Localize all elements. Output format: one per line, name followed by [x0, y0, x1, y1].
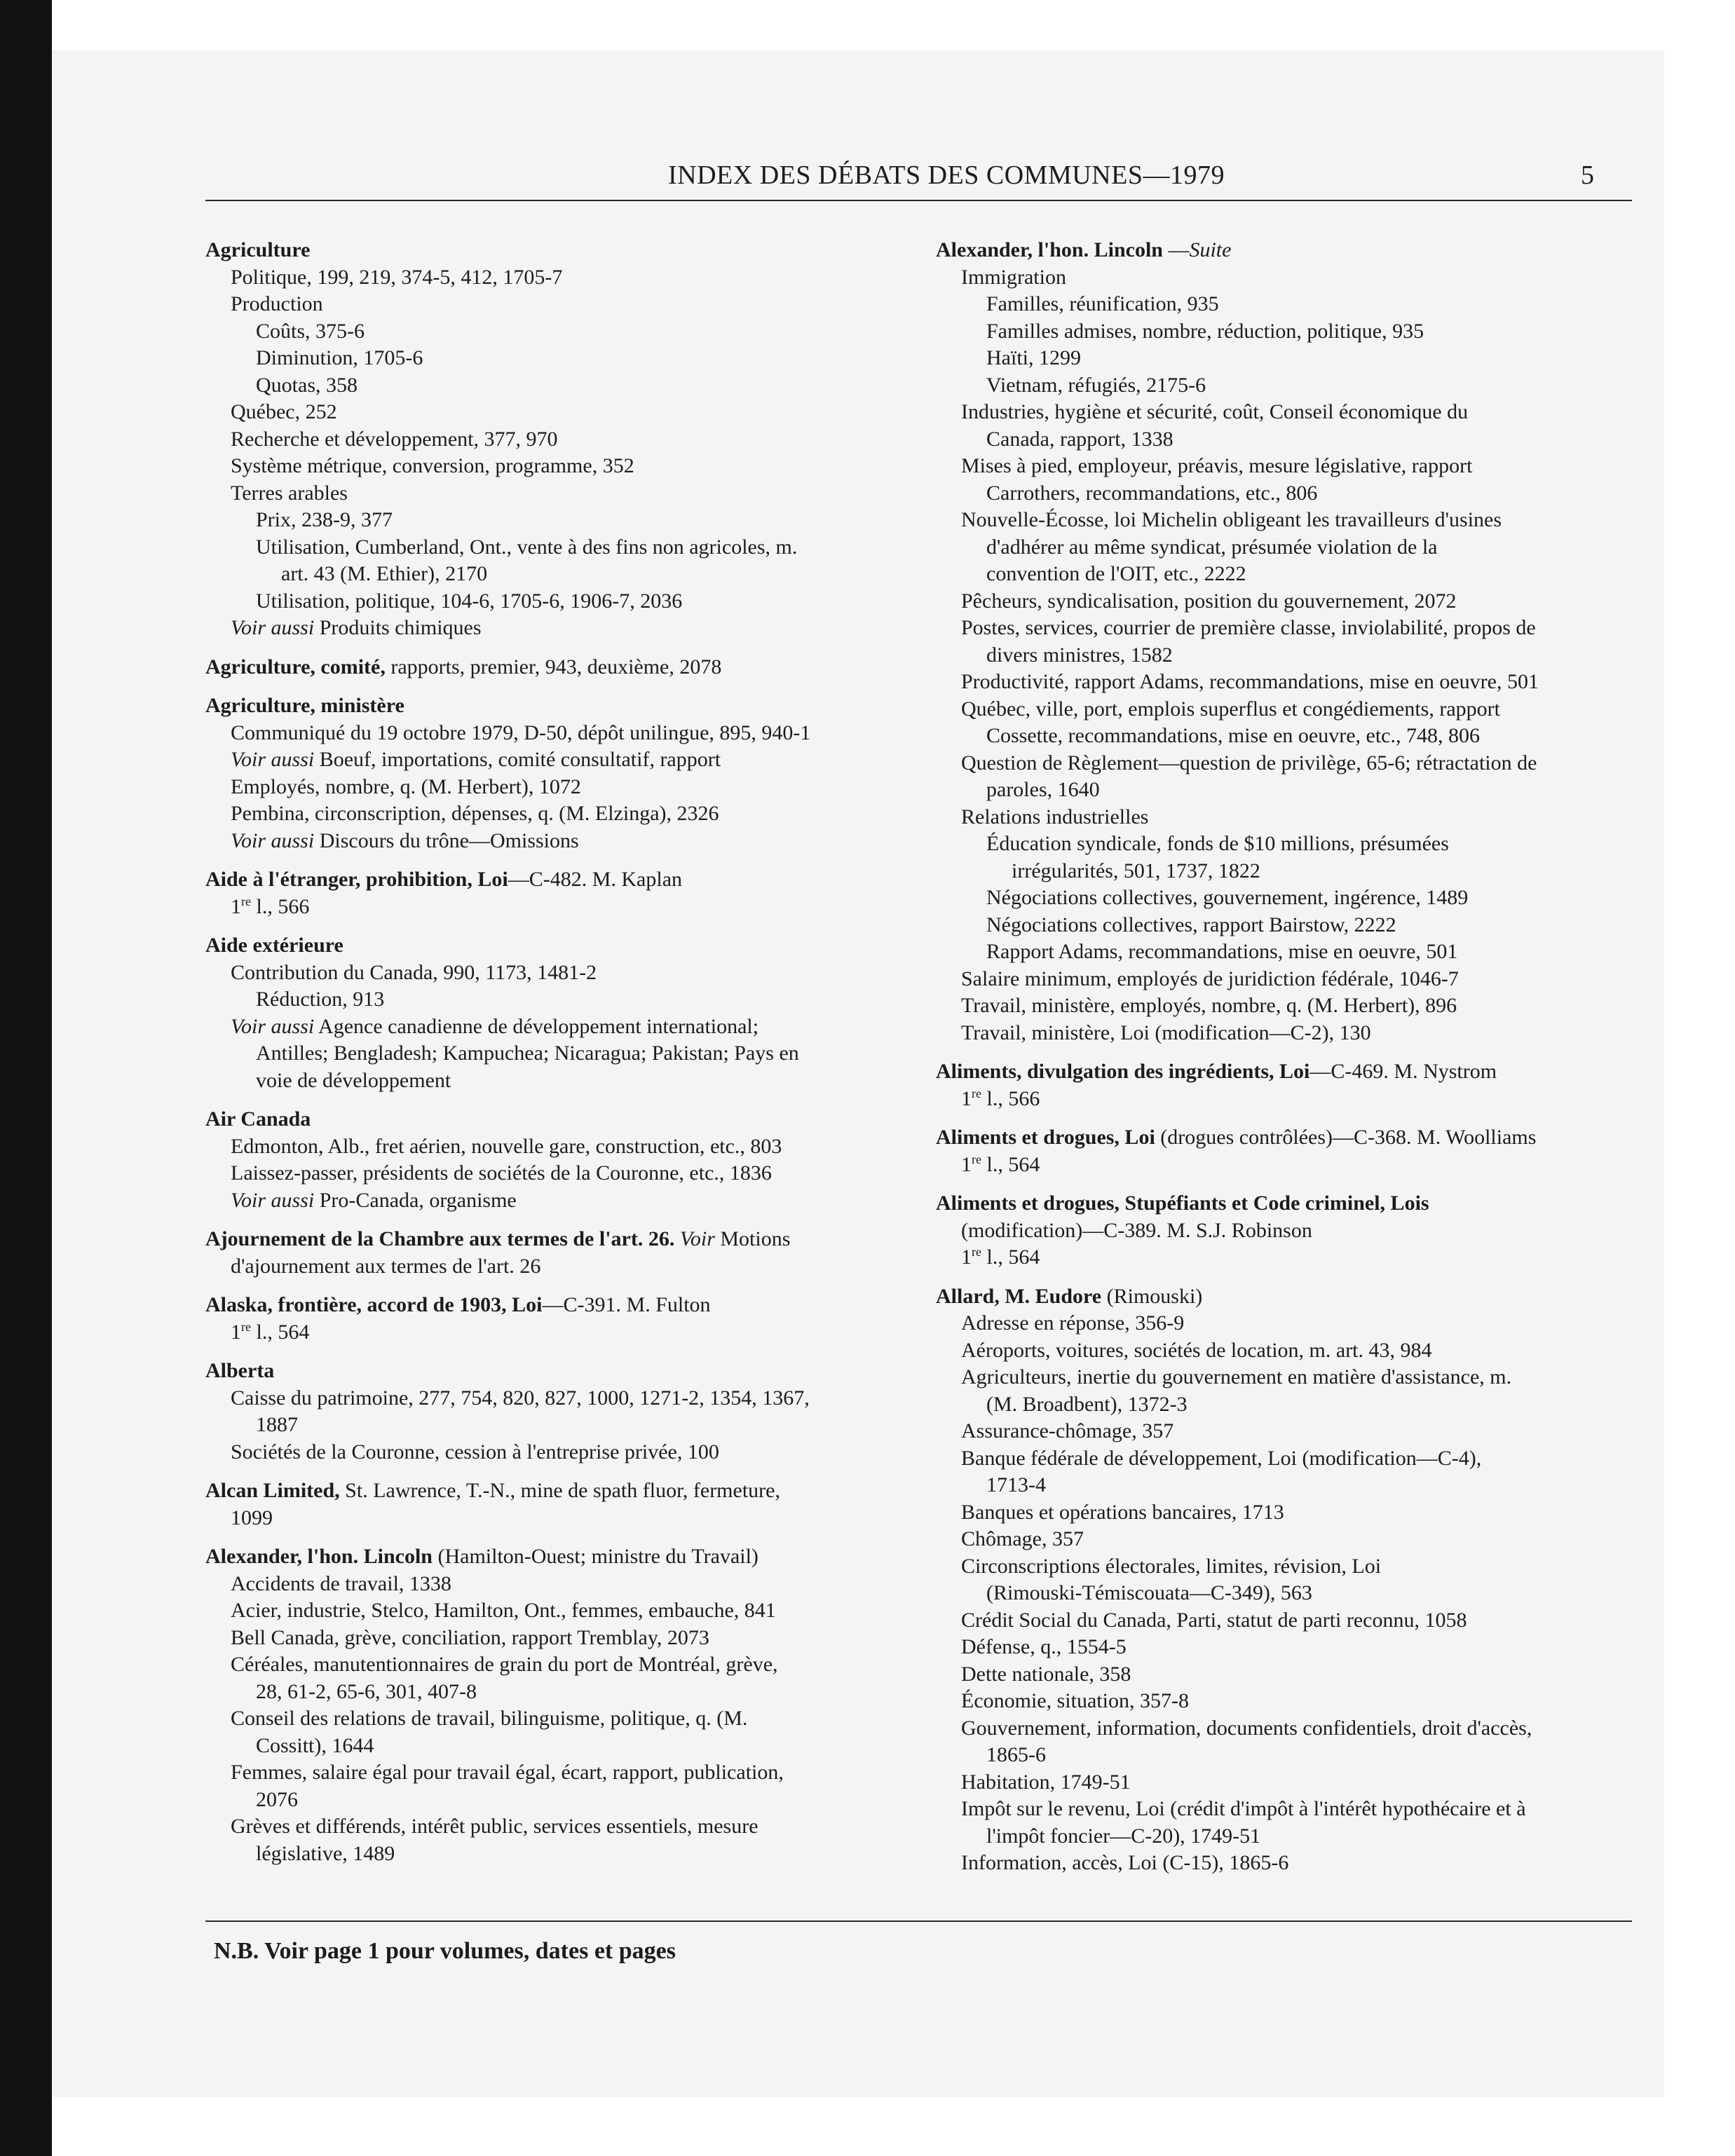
entry-text: Relations industrielles — [961, 805, 1149, 828]
entry-term: Agriculture — [205, 238, 311, 261]
entry-term: Alaska, frontière, accord de 1903, Loi — [205, 1293, 543, 1316]
entry-text: Industries, hygiène et sécurité, coût, Conseil économique du — [961, 400, 1469, 423]
entry-text: Acier, industrie, Stelco, Hamilton, Ont., femmes, embauche, 841 — [231, 1599, 776, 1622]
entry-text: Grèves et différends, intérêt public, services essentiels, mesure — [231, 1815, 758, 1838]
entry-subline — [936, 831, 1637, 858]
entry-subline — [205, 372, 913, 400]
entry-subline — [205, 1787, 913, 1814]
index-entry — [936, 237, 1637, 1046]
entry-term: Agriculture, ministère — [205, 694, 404, 717]
entry-heading-line — [205, 1478, 913, 1505]
entry-text: Antilles; Bengladesh; Kampuchea; Nicaragua; Pakistan; Pays en — [256, 1042, 799, 1065]
entry-text: 1 — [961, 1152, 972, 1176]
entry-text: Nouvelle-Écosse, loi Michelin obligeant les travailleurs d'usines — [961, 508, 1502, 531]
entry-subline — [205, 746, 913, 774]
entry-subline — [205, 1040, 913, 1067]
entry-text: rapports, premier, 943, deuxième, 2078 — [385, 655, 722, 678]
entry-subline — [936, 642, 1637, 669]
entry-text: Système métrique, conversion, programme, 352 — [231, 454, 634, 477]
entry-text: irrégularités, 501, 1737, 1822 — [1012, 859, 1260, 882]
cross-reference: Voir — [679, 1227, 715, 1250]
entry-text: Réduction, 913 — [256, 988, 385, 1011]
entry-term: Ajournement de la Chambre aux termes de l'art. 26. — [205, 1227, 675, 1250]
entry-text: Question de Règlement—question de privilège, 65-6; rétractation de — [961, 751, 1537, 775]
entry-text: Coûts, 375-6 — [256, 319, 365, 343]
entry-term: Aide extérieure — [205, 934, 343, 957]
entry-subline — [936, 426, 1637, 453]
entry-subline — [936, 1607, 1637, 1635]
entry-subline — [936, 1688, 1637, 1715]
entry-text: art. 43 (M. Ethier), 2170 — [281, 562, 488, 585]
entry-subline — [205, 615, 913, 642]
entry-heading-line — [205, 1543, 913, 1571]
entry-subline — [936, 1418, 1637, 1445]
entry-subline — [205, 1733, 913, 1760]
entry-heading-line — [936, 1124, 1637, 1152]
entry-text: 1 — [231, 1320, 241, 1344]
entry-text: (Rimouski-Témiscouata—C-349), 563 — [986, 1581, 1312, 1604]
entry-text: Quotas, 358 — [256, 373, 358, 397]
entry-text: 28, 61-2, 65-6, 301, 407-8 — [256, 1679, 477, 1703]
entry-term: Agriculture, comité, — [205, 655, 386, 678]
entry-term: Aide à l'étranger, prohibition, Loi — [205, 868, 508, 891]
entry-subline — [205, 318, 913, 346]
entry-text: (modification)—C-389. M. S.J. Robinson — [961, 1218, 1312, 1242]
entry-subline — [205, 1160, 913, 1187]
entry-subline — [936, 1796, 1637, 1823]
entry-subline — [205, 480, 913, 507]
entry-text: Discours du trône—Omissions — [314, 828, 579, 852]
entry-text: Pêcheurs, syndicalisation, position du gouvernement, 2072 — [961, 589, 1457, 613]
index-entry — [205, 1106, 913, 1214]
entry-text: Productivité, rapport Adams, recommandations, mise en oeuvre, 501 — [961, 670, 1539, 693]
entry-text: (drogues contrôlées)—C-368. M. Woolliams — [1155, 1126, 1537, 1149]
index-entry — [205, 692, 913, 854]
entry-text: 2076 — [256, 1787, 298, 1811]
entry-text: Cossette, recommandations, mise en oeuvre, etc., 748, 806 — [986, 724, 1480, 747]
entry-term: Alberta — [205, 1359, 275, 1382]
entry-text: Familles, réunification, 935 — [986, 292, 1219, 315]
entry-text: Impôt sur le revenu, Loi (crédit d'impôt à l'intérêt hypothécaire et à — [961, 1797, 1526, 1820]
page-number: 5 — [1581, 161, 1594, 190]
entry-term: Aliments et drogues, Loi — [936, 1126, 1155, 1149]
entry-subline — [205, 828, 913, 855]
entry-text: — — [1162, 238, 1190, 261]
entry-subline — [936, 345, 1637, 372]
entry-term: Air Canada — [205, 1107, 311, 1131]
footer-note: N.B. Voir page 1 pour volumes, dates et pages — [214, 1938, 676, 1964]
entry-text: Postes, services, courrier de première classe, inviolabilité, propos de — [961, 616, 1536, 639]
entry-text: Banque fédérale de développement, Loi (modification—C-4), — [961, 1446, 1482, 1470]
cross-reference: Voir aussi — [231, 748, 315, 771]
entry-subline — [205, 894, 913, 921]
entry-text: Boeuf, importations, comité consultatif, rapport — [314, 748, 721, 771]
entry-subline — [205, 345, 913, 372]
entry-subline — [936, 1391, 1637, 1419]
entry-subline — [205, 399, 913, 426]
entry-term: Aliments et drogues, Stupéfiants et Code criminel, Lois — [936, 1192, 1429, 1215]
index-entry — [205, 1292, 913, 1346]
entry-text: Négociations collectives, rapport Bairstow, 2222 — [986, 913, 1396, 936]
entry-subline — [205, 1067, 913, 1095]
entry-heading-line — [936, 1058, 1637, 1086]
entry-subline — [205, 774, 913, 801]
entry-text: Pro-Canada, organisme — [314, 1188, 517, 1212]
entry-text: l'impôt foncier—C-20), 1749-51 — [986, 1824, 1261, 1848]
entry-subline — [936, 669, 1637, 696]
entry-subline — [205, 986, 913, 1014]
entry-text: Diminution, 1705-6 — [256, 346, 423, 369]
entry-subline — [205, 1187, 913, 1215]
entry-heading-line — [205, 1106, 913, 1133]
entry-text: Employés, nombre, q. (M. Herbert), 1072 — [231, 775, 581, 798]
entry-subline — [936, 1715, 1637, 1742]
entry-text: re — [972, 1086, 981, 1100]
entry-subline — [205, 561, 913, 588]
index-entry — [936, 1058, 1637, 1112]
index-entry — [205, 1543, 913, 1867]
entry-subline — [936, 291, 1637, 318]
entry-subline — [936, 1020, 1637, 1047]
entry-subline — [936, 1661, 1637, 1688]
entry-subline — [205, 1841, 913, 1868]
entry-text: paroles, 1640 — [986, 778, 1100, 801]
entry-text: Politique, 199, 219, 374-5, 412, 1705-7 — [231, 265, 563, 289]
entry-text: Contribution du Canada, 990, 1173, 1481-2 — [231, 960, 597, 984]
entry-subline — [936, 453, 1637, 480]
entry-text: Edmonton, Alb., fret aérien, nouvelle gare, construction, etc., 803 — [231, 1134, 782, 1158]
entry-text: Rapport Adams, recommandations, mise en oeuvre, 501 — [986, 940, 1458, 963]
entry-subline — [936, 1823, 1637, 1850]
entry-text: Aéroports, voitures, sociétés de location, m. art. 43, 984 — [961, 1338, 1432, 1362]
entry-text: Immigration — [961, 265, 1066, 289]
entry-subline — [936, 1086, 1637, 1113]
left-column — [205, 237, 913, 1879]
entry-text: Cossitt), 1644 — [256, 1733, 374, 1757]
entry-subline — [205, 800, 913, 828]
entry-text: Terres arables — [231, 481, 348, 505]
entry-subline — [936, 912, 1637, 939]
entry-subline — [936, 696, 1637, 723]
entry-text: Production — [231, 292, 323, 315]
entry-text: d'ajournement aux termes de l'art. 26 — [231, 1254, 541, 1278]
entry-subline — [205, 1597, 913, 1625]
entry-text: 1 — [961, 1246, 972, 1269]
cross-reference: Voir aussi — [231, 1188, 315, 1212]
entry-subline — [936, 1217, 1637, 1245]
entry-text: Salaire minimum, employés de juridiction fédérale, 1046-7 — [961, 967, 1459, 990]
entry-term: Allard, M. Eudore — [936, 1284, 1102, 1308]
index-entry — [205, 866, 913, 920]
entry-text: Dette nationale, 358 — [961, 1662, 1131, 1686]
entry-text: Assurance-chômage, 357 — [961, 1419, 1174, 1442]
entry-subline — [936, 318, 1637, 346]
entry-subline — [936, 858, 1637, 885]
entry-subline — [936, 723, 1637, 750]
entry-subline — [205, 1133, 913, 1161]
entry-subline — [936, 885, 1637, 912]
entry-text: 1865-6 — [986, 1743, 1046, 1766]
entry-text: Crédit Social du Canada, Parti, statut de parti reconnu, 1058 — [961, 1608, 1467, 1632]
entry-heading-line — [205, 1292, 913, 1319]
entry-text: Habitation, 1749-51 — [961, 1770, 1131, 1794]
entry-text: Motions — [714, 1227, 791, 1250]
entry-subline — [936, 1472, 1637, 1499]
entry-subline — [936, 804, 1637, 831]
entry-subline — [936, 588, 1637, 615]
entry-subline — [205, 534, 913, 561]
entry-text: Éducation syndicale, fonds de $10 millions, présumées — [986, 832, 1449, 855]
index-entry — [205, 1226, 913, 1280]
entry-subline — [205, 426, 913, 453]
entry-text: re — [972, 1245, 981, 1259]
entry-subline — [936, 992, 1637, 1020]
entry-text: —C-391. M. Fulton — [542, 1293, 711, 1316]
entry-text: Chômage, 357 — [961, 1527, 1084, 1550]
cross-reference: Voir aussi — [231, 1014, 315, 1038]
entry-text: Pembina, circonscription, dépenses, q. (M. Elzinga), 2326 — [231, 802, 719, 825]
entry-subline — [936, 939, 1637, 966]
entry-text: Laissez-passer, présidents de sociétés de la Couronne, etc., 1836 — [231, 1161, 772, 1185]
entry-subline — [205, 1412, 913, 1439]
entry-subline — [936, 1244, 1637, 1271]
entry-text: Familles admises, nombre, réduction, politique, 935 — [986, 319, 1424, 343]
entry-text: Accidents de travail, 1338 — [231, 1571, 451, 1595]
entry-text: Négociations collectives, gouvernement, ingérence, 1489 — [986, 886, 1469, 909]
entry-text: Travail, ministère, Loi (modification—C-2), 130 — [961, 1021, 1371, 1044]
entry-heading-line — [205, 692, 913, 720]
entry-text: l., 566 — [250, 894, 310, 918]
entry-subline — [936, 777, 1637, 804]
entry-heading-line — [205, 866, 913, 894]
entry-text: Caisse du patrimoine, 277, 754, 820, 827, 1000, 1271-2, 1354, 1367, — [231, 1386, 810, 1410]
entry-subline — [936, 1310, 1637, 1337]
entry-subline — [205, 1571, 913, 1598]
entry-text: Utilisation, Cumberland, Ont., vente à des fins non agricoles, m. — [256, 535, 798, 559]
entry-text: Économie, situation, 357-8 — [961, 1689, 1189, 1712]
entry-text: Haïti, 1299 — [986, 346, 1081, 369]
entry-heading-line — [205, 932, 913, 960]
entry-subline — [936, 480, 1637, 507]
entry-subline — [205, 1319, 913, 1346]
entry-subline — [936, 1769, 1637, 1796]
entry-text: —C-469. M. Nystrom — [1309, 1060, 1497, 1083]
entry-heading-line — [936, 237, 1637, 264]
entry-text: l., 564 — [981, 1246, 1040, 1269]
entry-subline — [205, 1253, 913, 1281]
entry-heading-line — [205, 654, 913, 681]
entry-text: 1 — [231, 894, 241, 918]
entry-subline — [205, 291, 913, 318]
entry-subline — [205, 1705, 913, 1733]
entry-subline — [936, 1445, 1637, 1473]
entry-text: Sociétés de la Couronne, cession à l'entreprise privée, 100 — [231, 1440, 719, 1464]
index-entry — [205, 1478, 913, 1531]
cross-reference: Voir aussi — [231, 828, 315, 852]
entry-text — [674, 1227, 680, 1250]
entry-term: Alexander, l'hon. Lincoln — [936, 238, 1163, 261]
entry-subline — [205, 453, 913, 480]
entry-subline — [936, 615, 1637, 642]
entry-text: (M. Broadbent), 1372-3 — [986, 1392, 1188, 1416]
index-entry — [936, 1283, 1637, 1877]
entry-subline — [205, 1014, 913, 1041]
entry-text: législative, 1489 — [256, 1841, 395, 1865]
entry-heading-line — [936, 1283, 1637, 1311]
entry-text: divers ministres, 1582 — [986, 643, 1173, 667]
entry-subline — [205, 1651, 913, 1679]
entry-subline — [205, 1813, 913, 1841]
index-entry — [936, 1190, 1637, 1271]
entry-text: (Hamilton-Ouest; ministre du Travail) — [432, 1545, 758, 1568]
entry-text: St. Lawrence, T.-N., mine de spath fluor, fermeture, — [339, 1479, 780, 1502]
entry-subline — [936, 1526, 1637, 1553]
entry-subline — [205, 1439, 913, 1466]
entry-text: l., 564 — [981, 1152, 1040, 1176]
entry-subline — [936, 1742, 1637, 1769]
entry-subline — [936, 750, 1637, 777]
entry-subline — [936, 399, 1637, 426]
index-entry — [205, 654, 913, 681]
entry-text: Adresse en réponse, 356-9 — [961, 1311, 1185, 1335]
entry-text: Bell Canada, grève, conciliation, rapport Tremblay, 2073 — [231, 1625, 709, 1649]
entry-text: Québec, 252 — [231, 400, 337, 423]
entry-text: re — [241, 1319, 251, 1334]
entry-subline — [205, 720, 913, 747]
entry-term: Alcan Limited, — [205, 1479, 340, 1502]
entry-subline — [936, 966, 1637, 993]
entry-term: Aliments, divulgation des ingrédients, Loi — [936, 1060, 1310, 1083]
entry-subline — [936, 1580, 1637, 1607]
entry-text: Agriculteurs, inertie du gouvernement en matière d'assistance, m. — [961, 1365, 1512, 1389]
entry-text: Communiqué du 19 octobre 1979, D-50, dépôt unilingue, 895, 940-1 — [231, 721, 811, 744]
entry-text: l., 566 — [981, 1086, 1040, 1110]
entry-text: Travail, ministère, employés, nombre, q. (M. Herbert), 896 — [961, 994, 1457, 1017]
index-entry — [205, 932, 913, 1094]
entry-text: Recherche et développement, 377, 970 — [231, 427, 558, 451]
entry-subline — [936, 1337, 1637, 1365]
entry-text: Information, accès, Loi (C-15), 1865-6 — [961, 1851, 1289, 1874]
entry-subline — [205, 960, 913, 987]
scan-edge — [0, 0, 52, 2156]
index-entry — [936, 1124, 1637, 1178]
entry-subline — [936, 1364, 1637, 1391]
entry-heading-line — [936, 1190, 1637, 1217]
entry-text: Conseil des relations de travail, bilinguisme, politique, q. (M. — [231, 1707, 748, 1730]
entry-subline — [936, 1152, 1637, 1179]
entry-text: 1713-4 — [986, 1473, 1046, 1496]
entry-subline — [205, 507, 913, 534]
right-column — [936, 237, 1637, 1889]
entry-text: Québec, ville, port, emplois superflus et congédiements, rapport — [961, 697, 1500, 721]
entry-subline — [936, 507, 1637, 534]
entry-text: Produits chimiques — [314, 616, 482, 639]
entry-text: Céréales, manutentionnaires de grain du port de Montréal, grève, — [231, 1653, 778, 1676]
entry-subline — [205, 1505, 913, 1532]
index-entry — [205, 237, 913, 642]
entry-subline — [205, 1625, 913, 1652]
entry-subline — [936, 1850, 1637, 1877]
entry-text: convention de l'OIT, etc., 2222 — [986, 562, 1246, 585]
entry-text: Gouvernement, information, documents confidentiels, droit d'accès, — [961, 1716, 1532, 1740]
entry-text: Carrothers, recommandations, etc., 806 — [986, 481, 1318, 505]
entry-subline — [936, 1553, 1637, 1581]
entry-subline — [936, 561, 1637, 588]
entry-text: Agence canadienne de développement international; — [314, 1014, 759, 1038]
cross-reference: Suite — [1189, 238, 1232, 261]
entry-text: Vietnam, réfugiés, 2175-6 — [986, 373, 1206, 397]
cross-reference: Voir aussi — [231, 616, 315, 639]
entry-subline — [205, 1759, 913, 1787]
entry-subline — [205, 264, 913, 292]
entry-subline — [205, 1385, 913, 1412]
entry-subline — [205, 588, 913, 615]
entry-text: Utilisation, politique, 104-6, 1705-6, 1906-7, 2036 — [256, 589, 683, 613]
entry-heading-line — [205, 1226, 913, 1253]
entry-text: Circonscriptions électorales, limites, révision, Loi — [961, 1554, 1382, 1578]
entry-subline — [936, 534, 1637, 561]
entry-subline — [936, 1499, 1637, 1527]
header-rule — [205, 200, 1632, 201]
entry-text: Mises à pied, employeur, préavis, mesure législative, rapport — [961, 454, 1473, 477]
entry-text: l., 564 — [250, 1320, 310, 1344]
index-entry — [205, 1358, 913, 1466]
entry-text: 1099 — [231, 1506, 273, 1529]
page-title: INDEX DES DÉBATS DES COMMUNES—1979 — [668, 161, 1225, 190]
entry-text: Banques et opérations bancaires, 1713 — [961, 1500, 1284, 1524]
entry-text: Femmes, salaire égal pour travail égal, écart, rapport, publication, — [231, 1761, 784, 1784]
entry-subline — [936, 1634, 1637, 1661]
entry-subline — [936, 264, 1637, 292]
entry-text: Défense, q., 1554-5 — [961, 1635, 1127, 1658]
entry-subline — [936, 372, 1637, 400]
entry-subline — [205, 1679, 913, 1706]
entry-text: (Rimouski) — [1101, 1284, 1203, 1308]
entry-text: 1 — [961, 1086, 972, 1110]
entry-text: Canada, rapport, 1338 — [986, 427, 1173, 451]
entry-text: 1887 — [256, 1413, 298, 1436]
entry-term: Alexander, l'hon. Lincoln — [205, 1545, 433, 1568]
entry-text: Prix, 238-9, 377 — [256, 508, 393, 531]
entry-text: re — [241, 894, 251, 908]
entry-text: re — [972, 1152, 981, 1166]
footer-rule — [205, 1920, 1632, 1922]
entry-heading-line — [205, 1358, 913, 1385]
entry-text: —C-482. M. Kaplan — [508, 868, 683, 891]
entry-text: d'adhérer au même syndicat, présumée violation de la — [986, 535, 1438, 559]
entry-text: voie de développement — [256, 1068, 451, 1092]
entry-heading-line — [205, 237, 913, 264]
